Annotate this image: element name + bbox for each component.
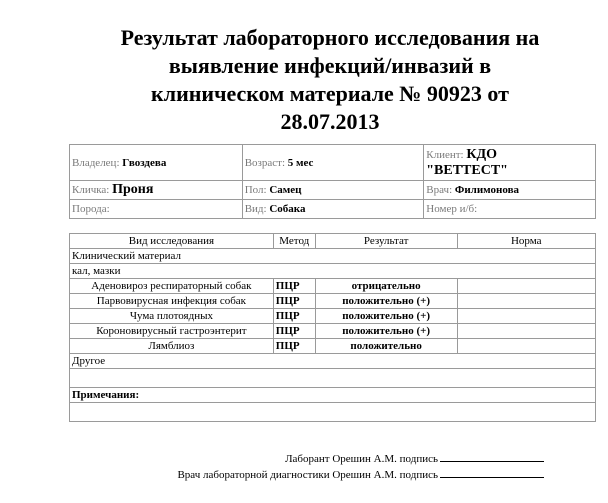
title-line: выявление инфекций/инвазий в bbox=[168, 53, 492, 78]
pet-name-cell bbox=[70, 181, 243, 200]
owner-value: Гвоздева bbox=[122, 156, 167, 169]
table-row bbox=[70, 294, 596, 309]
test-method: ПЦР bbox=[273, 324, 315, 339]
results-header-row bbox=[70, 234, 596, 249]
sex-cell bbox=[242, 181, 424, 200]
document-title bbox=[60, 24, 600, 136]
lab-signature-line bbox=[60, 452, 544, 465]
doctor-label: Врач: bbox=[426, 184, 453, 196]
test-norm bbox=[457, 309, 596, 324]
age-cell bbox=[242, 145, 424, 181]
test-method: ПЦР bbox=[273, 309, 315, 324]
test-result: положительно (+) bbox=[315, 324, 457, 339]
case-number-label: Номер и/б: bbox=[426, 203, 478, 215]
owner-label: Владелец: bbox=[72, 156, 120, 169]
test-name: Чума плотоядных bbox=[70, 309, 274, 324]
notes-blank bbox=[70, 403, 596, 422]
breed-cell bbox=[70, 200, 243, 219]
title-line: 28.07.2013 bbox=[280, 109, 380, 134]
material-value: кал, мазки bbox=[70, 264, 596, 279]
patient-info-table bbox=[69, 144, 596, 219]
header-result: Результат bbox=[315, 234, 457, 249]
test-result: положительно (+) bbox=[315, 309, 457, 324]
test-name: Аденовироз респираторный собак bbox=[70, 279, 274, 294]
test-name: Парвовирусная инфекция собак bbox=[70, 294, 274, 309]
header-method: Метод bbox=[273, 234, 315, 249]
sex-label: Пол: bbox=[244, 184, 267, 196]
sex-value: Самец bbox=[269, 184, 302, 196]
lab-signature-text: Лаборант Орешин А.М. подпись bbox=[285, 453, 438, 465]
pet-name-value: Проня bbox=[112, 182, 154, 197]
doctor-signature-blank bbox=[440, 468, 544, 478]
header-norm: Норма bbox=[457, 234, 596, 249]
test-method: ПЦР bbox=[273, 294, 315, 309]
test-norm bbox=[457, 339, 596, 354]
table-row bbox=[70, 339, 596, 354]
test-norm bbox=[457, 324, 596, 339]
doctor-cell bbox=[424, 181, 596, 200]
client-value: КДО bbox=[466, 146, 498, 162]
pet-name-label: Кличка: bbox=[72, 184, 110, 196]
test-result: отрицательно bbox=[315, 279, 457, 294]
client-cell bbox=[424, 145, 596, 181]
doctor-value: Филимонова bbox=[454, 184, 520, 196]
breed-label: Порода: bbox=[72, 203, 110, 215]
species-value: Собака bbox=[269, 203, 306, 215]
species-cell bbox=[242, 200, 424, 219]
test-name: Короновирусный гастроэнтерит bbox=[70, 324, 274, 339]
test-method: ПЦР bbox=[273, 279, 315, 294]
test-result: положительно bbox=[315, 339, 457, 354]
title-line: Результат лабораторного исследования на bbox=[120, 25, 540, 50]
table-row bbox=[70, 309, 596, 324]
results-table bbox=[69, 233, 596, 422]
test-result: положительно (+) bbox=[315, 294, 457, 309]
test-name: Лямблиоз bbox=[70, 339, 274, 354]
doctor-signature-text: Врач лабораторной диагностики Орешин А.М. подпись bbox=[177, 469, 438, 481]
client-label: Клиент: bbox=[426, 148, 464, 161]
title-line: клиническом материале № 90923 от bbox=[151, 81, 509, 106]
table-row bbox=[70, 279, 596, 294]
doctor-signature-line bbox=[60, 468, 544, 481]
species-label: Вид: bbox=[244, 203, 267, 215]
test-norm bbox=[457, 279, 596, 294]
other-blank bbox=[70, 369, 596, 388]
material-label: Клинический материал bbox=[70, 249, 596, 264]
client-value-2: "ВЕТТЕСТ" bbox=[426, 162, 508, 178]
age-label: Возраст: bbox=[244, 156, 286, 169]
other-label: Другое bbox=[70, 354, 596, 369]
case-number-cell bbox=[424, 200, 596, 219]
lab-signature-blank bbox=[440, 452, 544, 462]
test-norm bbox=[457, 294, 596, 309]
owner-cell bbox=[70, 145, 243, 181]
notes-label: Примечания: bbox=[70, 388, 596, 403]
test-method: ПЦР bbox=[273, 339, 315, 354]
age-value: 5 мес bbox=[287, 156, 314, 169]
table-row bbox=[70, 324, 596, 339]
header-test-type: Вид исследования bbox=[70, 234, 274, 249]
